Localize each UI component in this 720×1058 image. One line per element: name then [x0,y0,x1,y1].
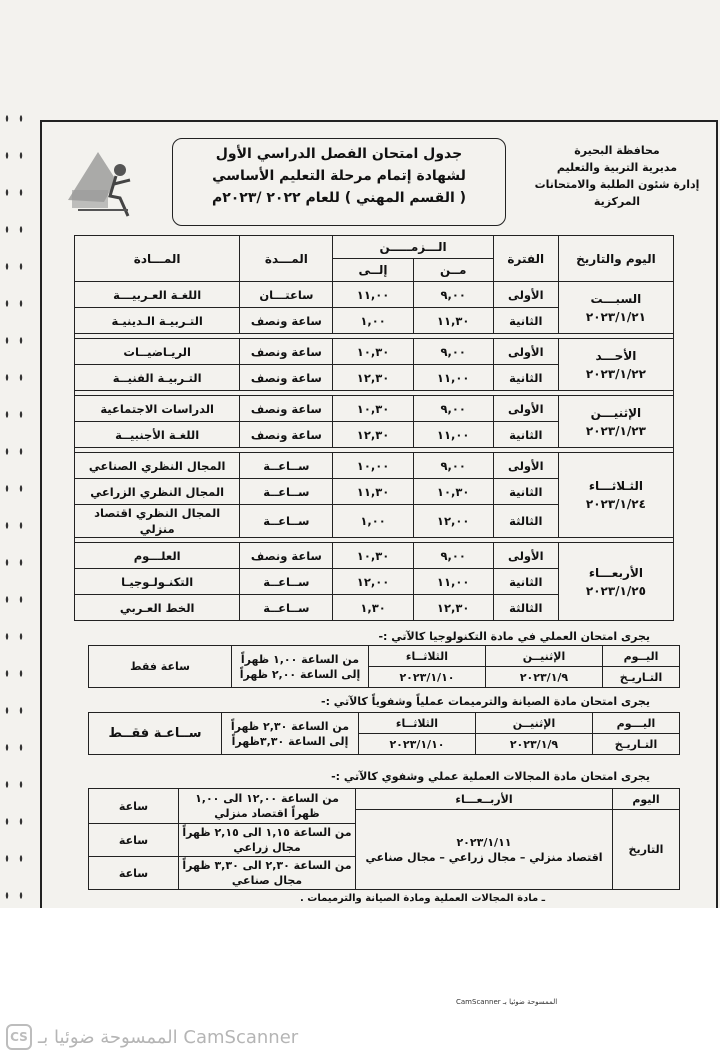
period-cell: الثانية [493,308,558,334]
camscanner-watermark [6,1022,298,1052]
duration-cell: ساعتـــان [240,282,333,308]
title-box [172,138,506,226]
camscanner-small-watermark: الممسوحة ضوئيا بـ CamScanner [456,998,558,1006]
period-cell: الأولى [493,453,558,479]
tech-date2: ٢٠٢٣/١/١٠ [369,667,486,688]
subject-cell: التـربيـة الـدينيـة [75,308,240,334]
to-cell: ١,٠٠ [333,308,413,334]
period-cell: الأولى [493,282,558,308]
duration-cell: ساعة ونصف [240,396,333,422]
col-time: الـــزمـــــن [333,236,493,259]
subject-cell: اللغـة الأجنبيــة [75,422,240,448]
title-line-2: لشهادة إتمام مرحلة التعليم الأساسي [212,168,466,184]
camscanner-icon: CS [6,1024,32,1050]
duration-cell: ســاعــة [240,479,333,505]
day-date: ٢٠٢٣/١/٢٣ [585,423,646,438]
to-cell: ١٢,٣٠ [333,422,413,448]
exam-schedule-table [74,235,674,621]
tech-date-label: التـاريـخ [603,667,680,688]
day-date-cell [558,453,673,538]
practical-slot-1-time: من الساعة ١٢,٠٠ الى ١,٠٠ ظهراً اقتصاد منزلي [179,789,356,824]
tech-day1: الإثنيــن [486,646,603,667]
page-edge-dots [0,100,30,900]
from-cell: ٩,٠٠ [413,282,493,308]
subject-cell: التـربيـة الفنيــة [75,365,240,391]
practical-date: ٢٠٢٣/١/١١ [456,835,512,849]
subject-cell: المجال النظري الصناعي [75,453,240,479]
day-date-cell [558,396,673,448]
period-cell: الثانية [493,569,558,595]
tech-note: يجرى امتحان العملي في مادة التكنولوجيا كالآتي :- [378,630,650,643]
practical-slot-1-duration: ساعة [89,789,179,824]
day-date: ٢٠٢٣/١/٢٢ [585,366,646,381]
from-cell: ٩,٠٠ [413,339,493,365]
schedule-row [75,339,674,365]
maint-date-label: التـاريـخ [593,734,680,755]
from-cell: ٩,٠٠ [413,396,493,422]
practical-slot-2-duration: ساعة [89,824,179,857]
from-cell: ١٢,٣٠ [413,595,493,621]
day-name: السبـــت [590,291,642,306]
day-name: الأربعـــاء [588,565,643,580]
col-from: مــن [413,259,493,282]
practical-slot-3-duration: ساعة [89,857,179,890]
to-cell: ١١,٣٠ [333,479,413,505]
schedule-row [75,543,674,569]
subject-cell: المجال النظري الزراعي [75,479,240,505]
camscanner-text: الممسوحة ضوئيا بـ CamScanner [38,1026,299,1048]
day-date: ٢٠٢٣/١/٢١ [585,309,646,324]
day-name: الإثنيـــن [590,405,642,420]
duration-cell: ساعة ونصف [240,543,333,569]
practical-slot-3-time: من الساعة ٢,٣٠ الى ٣,٣٠ ظهراً مجال صناعي [179,857,356,890]
practical-fields: اقتصاد منزلي – مجال زراعي – مجال صناعي [365,850,603,864]
practical-day: الأربــعـــاء [356,789,613,810]
subject-cell: اللغـة العـربيـــة [75,282,240,308]
to-cell: ١٢,٣٠ [333,365,413,391]
duration-cell: ســاعــة [240,595,333,621]
to-cell: ١٢,٠٠ [333,569,413,595]
footer-note: ـ مادة المجالات العملية ومادة الصيانة والترميمات . [300,893,546,904]
duration-cell: ســاعــة [240,453,333,479]
to-cell: ١١,٠٠ [333,282,413,308]
period-cell: الأولى [493,396,558,422]
duration-cell: ســاعــة [240,569,333,595]
tech-day-label: اليــوم [603,646,680,667]
to-cell: ١,٠٠ [333,505,413,538]
day-name: الثـلاثـــاء [588,479,643,493]
schedule-row [75,453,674,479]
title-line-1: جدول امتحان الفصل الدراسي الأول [215,146,463,162]
day-date: ٢٠٢٣/١/٢٥ [585,583,646,598]
subject-cell: العلـــوم [75,543,240,569]
day-date-cell [558,282,673,334]
schedule-row [75,282,674,308]
from-cell: ١١,٠٠ [413,569,493,595]
practical-date-label: التاريخ [613,810,680,890]
to-cell: ١,٣٠ [333,595,413,621]
subject-cell: التكنـولـوجيـا [75,569,240,595]
col-to: إلــى [333,259,413,282]
period-cell: الثانية [493,479,558,505]
to-cell: ١٠,٠٠ [333,453,413,479]
department-label: إدارة شئون الطلبة والامتحانات [534,178,700,191]
period-cell: الثالثة [493,595,558,621]
to-cell: ١٠,٣٠ [333,396,413,422]
duration-cell: ساعة ونصف [240,422,333,448]
period-cell: الأولى [493,543,558,569]
duration-cell: ساعة ونصف [240,365,333,391]
practical-day-label: اليوم [613,789,680,810]
title-line-3: ( القسم المهني ) للعام ٢٠٢٢ /٢٠٢٣م [211,190,467,206]
maint-time: من الساعة ٢,٣٠ ظهراً إلى الساعة ٣,٣٠ظهراً [222,713,359,755]
from-cell: ١٠,٣٠ [413,479,493,505]
maint-day-label: اليـــوم [593,713,680,734]
duration-cell: ســاعــة [240,505,333,538]
governorate-label: محافظة البحيرة [574,144,660,157]
directorate-label: مديرية التربية والتعليم [556,161,678,174]
duration-cell: ساعة ونصف [240,339,333,365]
maint-day2: الثلاثــاء [359,713,476,734]
subject-cell: الخط العـربي [75,595,240,621]
practical-note: يجرى امتحان مادة المجالات العملية عملي وشفوي كالآتي :- [331,770,650,783]
ministry-logo-icon [58,140,150,226]
to-cell: ١٠,٣٠ [333,543,413,569]
schedule-row [75,396,674,422]
tech-date1: ٢٠٢٣/١/٩ [486,667,603,688]
col-period: الفترة [493,236,558,282]
day-date-cell [558,339,673,391]
tech-time: من الساعة ١,٠٠ ظهراً إلى الساعة ٢,٠٠ ظهراً [232,646,369,688]
from-cell: ١١,٣٠ [413,308,493,334]
practical-table [88,788,680,890]
from-cell: ٩,٠٠ [413,453,493,479]
central-label: المركزية [593,195,641,208]
directorate-header [532,142,702,210]
from-cell: ١٢,٠٠ [413,505,493,538]
practical-slot-2-time: من الساعة ١,١٥ الى ٢,١٥ ظهراً مجال زراعي [179,824,356,857]
day-name: الأحـــد [595,348,637,363]
subject-cell: الريـاضيــات [75,339,240,365]
maint-duration: ســاعـة فقــط [89,713,222,755]
period-cell: الثانية [493,422,558,448]
subject-cell: الدراسات الاجتماعية [75,396,240,422]
from-cell: ٩,٠٠ [413,543,493,569]
period-cell: الأولى [493,339,558,365]
col-duration: المـــدة [240,236,333,282]
tech-duration: ساعة فقط [89,646,232,688]
to-cell: ١٠,٣٠ [333,339,413,365]
duration-cell: ساعة ونصف [240,308,333,334]
maint-date1: ٢٠٢٣/١/٩ [476,734,593,755]
subject-cell: المجال النظري اقتصاد منزلي [75,505,240,538]
maint-date2: ٢٠٢٣/١/١٠ [359,734,476,755]
practical-date-cell [356,810,613,890]
period-cell: الثانية [493,365,558,391]
col-subject: المـــادة [75,236,240,282]
from-cell: ١١,٠٠ [413,422,493,448]
from-cell: ١١,٠٠ [413,365,493,391]
tech-table [88,645,680,688]
maintenance-table [88,712,680,755]
day-date-cell [558,543,673,621]
maintenance-note: يجرى امتحان مادة الصيانة والترميمات عملياً وشفوياً كالآتي :- [321,695,650,708]
day-date: ٢٠٢٣/١/٢٤ [585,497,646,511]
tech-day2: الثلاثــاء [369,646,486,667]
col-day-date: اليوم والتاريخ [558,236,673,282]
period-cell: الثالثة [493,505,558,538]
maint-day1: الإثنيــن [476,713,593,734]
